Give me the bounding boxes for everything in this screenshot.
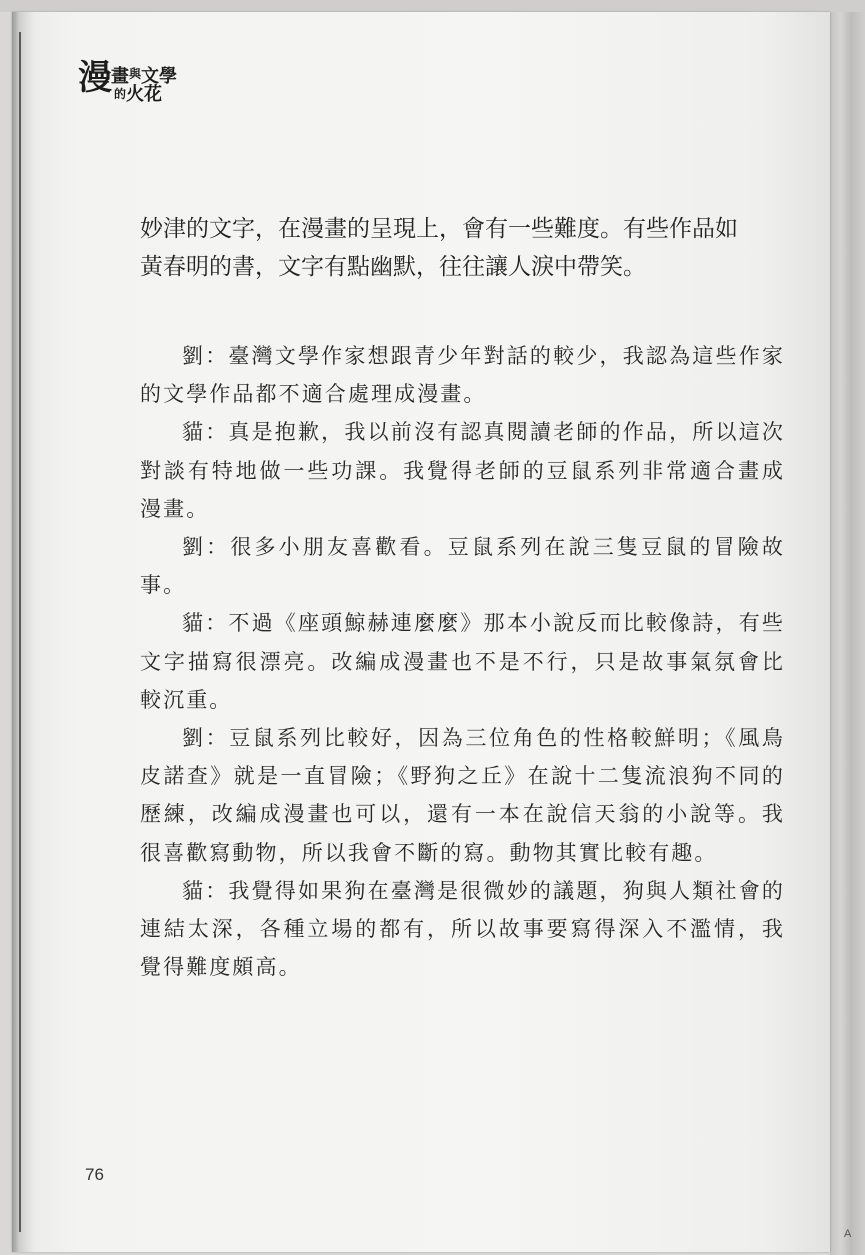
logo-char-wenxue: 文學: [141, 66, 178, 87]
dialogue-section: [140, 337, 785, 986]
page-stack-edge: [830, 12, 865, 1255]
logo-char-de: 的: [114, 87, 127, 101]
dialogue-paragraph: 劉：很多小朋友喜歡看。豆鼠系列在說三隻豆鼠的冒險故事。: [140, 535, 785, 598]
scan-background-top: [0, 0, 865, 12]
dialogue-paragraph: 劉：臺灣文學作家想跟青少年對話的較少，我認為這些作家的文學作品都不適合處理成漫畫。: [140, 344, 785, 407]
logo-char-huohua: 火花: [126, 84, 163, 105]
corner-mark: A: [844, 1228, 852, 1240]
logo-main-char: 漫: [78, 58, 112, 98]
book-spine-shadow: [12, 12, 34, 1252]
book-title-logo: [78, 60, 198, 110]
page-number: 76: [85, 1165, 104, 1184]
dialogue-paragraph: 貓：真是抱歉，我以前沒有認真閱讀老師的作品，所以這次對談有特地做一些功課。我覺得老師的豆鼠系列非常適合畫成漫畫。: [140, 420, 785, 521]
spine-line: [19, 32, 21, 1232]
dialogue-paragraph: 貓：我覺得如果狗在臺灣是很微妙的議題，狗與人類社會的連結太深，各種立場的都有，所以故事要寫得深入不濫情，我覺得難度頗高。: [140, 878, 785, 980]
intro-text: [140, 210, 790, 286]
logo-line-2: [114, 84, 162, 105]
logo-char-yu: 與: [129, 67, 142, 81]
dialogue-paragraph: 貓：不過《座頭鯨赫連麼麼》那本小說反而比較像詩，有些文字描寫很漂亮。改編成漫畫也不是不行，只是故事氣氛會比較沉重。: [140, 611, 785, 712]
intro-line: 妙津的文字，在漫畫的呈現上，會有一些難度。有些作品如: [140, 216, 738, 242]
dialogue-paragraph: 劉：豆鼠系列比較好，因為三位角色的性格較鮮明；《風鳥皮諾查》就是一直冒險；《野狗之丘》在說十二隻流浪狗不同的歷練，改編成漫畫也可以，還有一本在說信天翁的小說等。我很喜歡寫動物，所以我會不斷的寫。動物其實比較有趣。: [140, 726, 785, 865]
logo-char-hua: 畫: [111, 66, 129, 87]
intro-line: 黃春明的書，文字有點幽默，往往讓人淚中帶笑。: [140, 254, 646, 280]
